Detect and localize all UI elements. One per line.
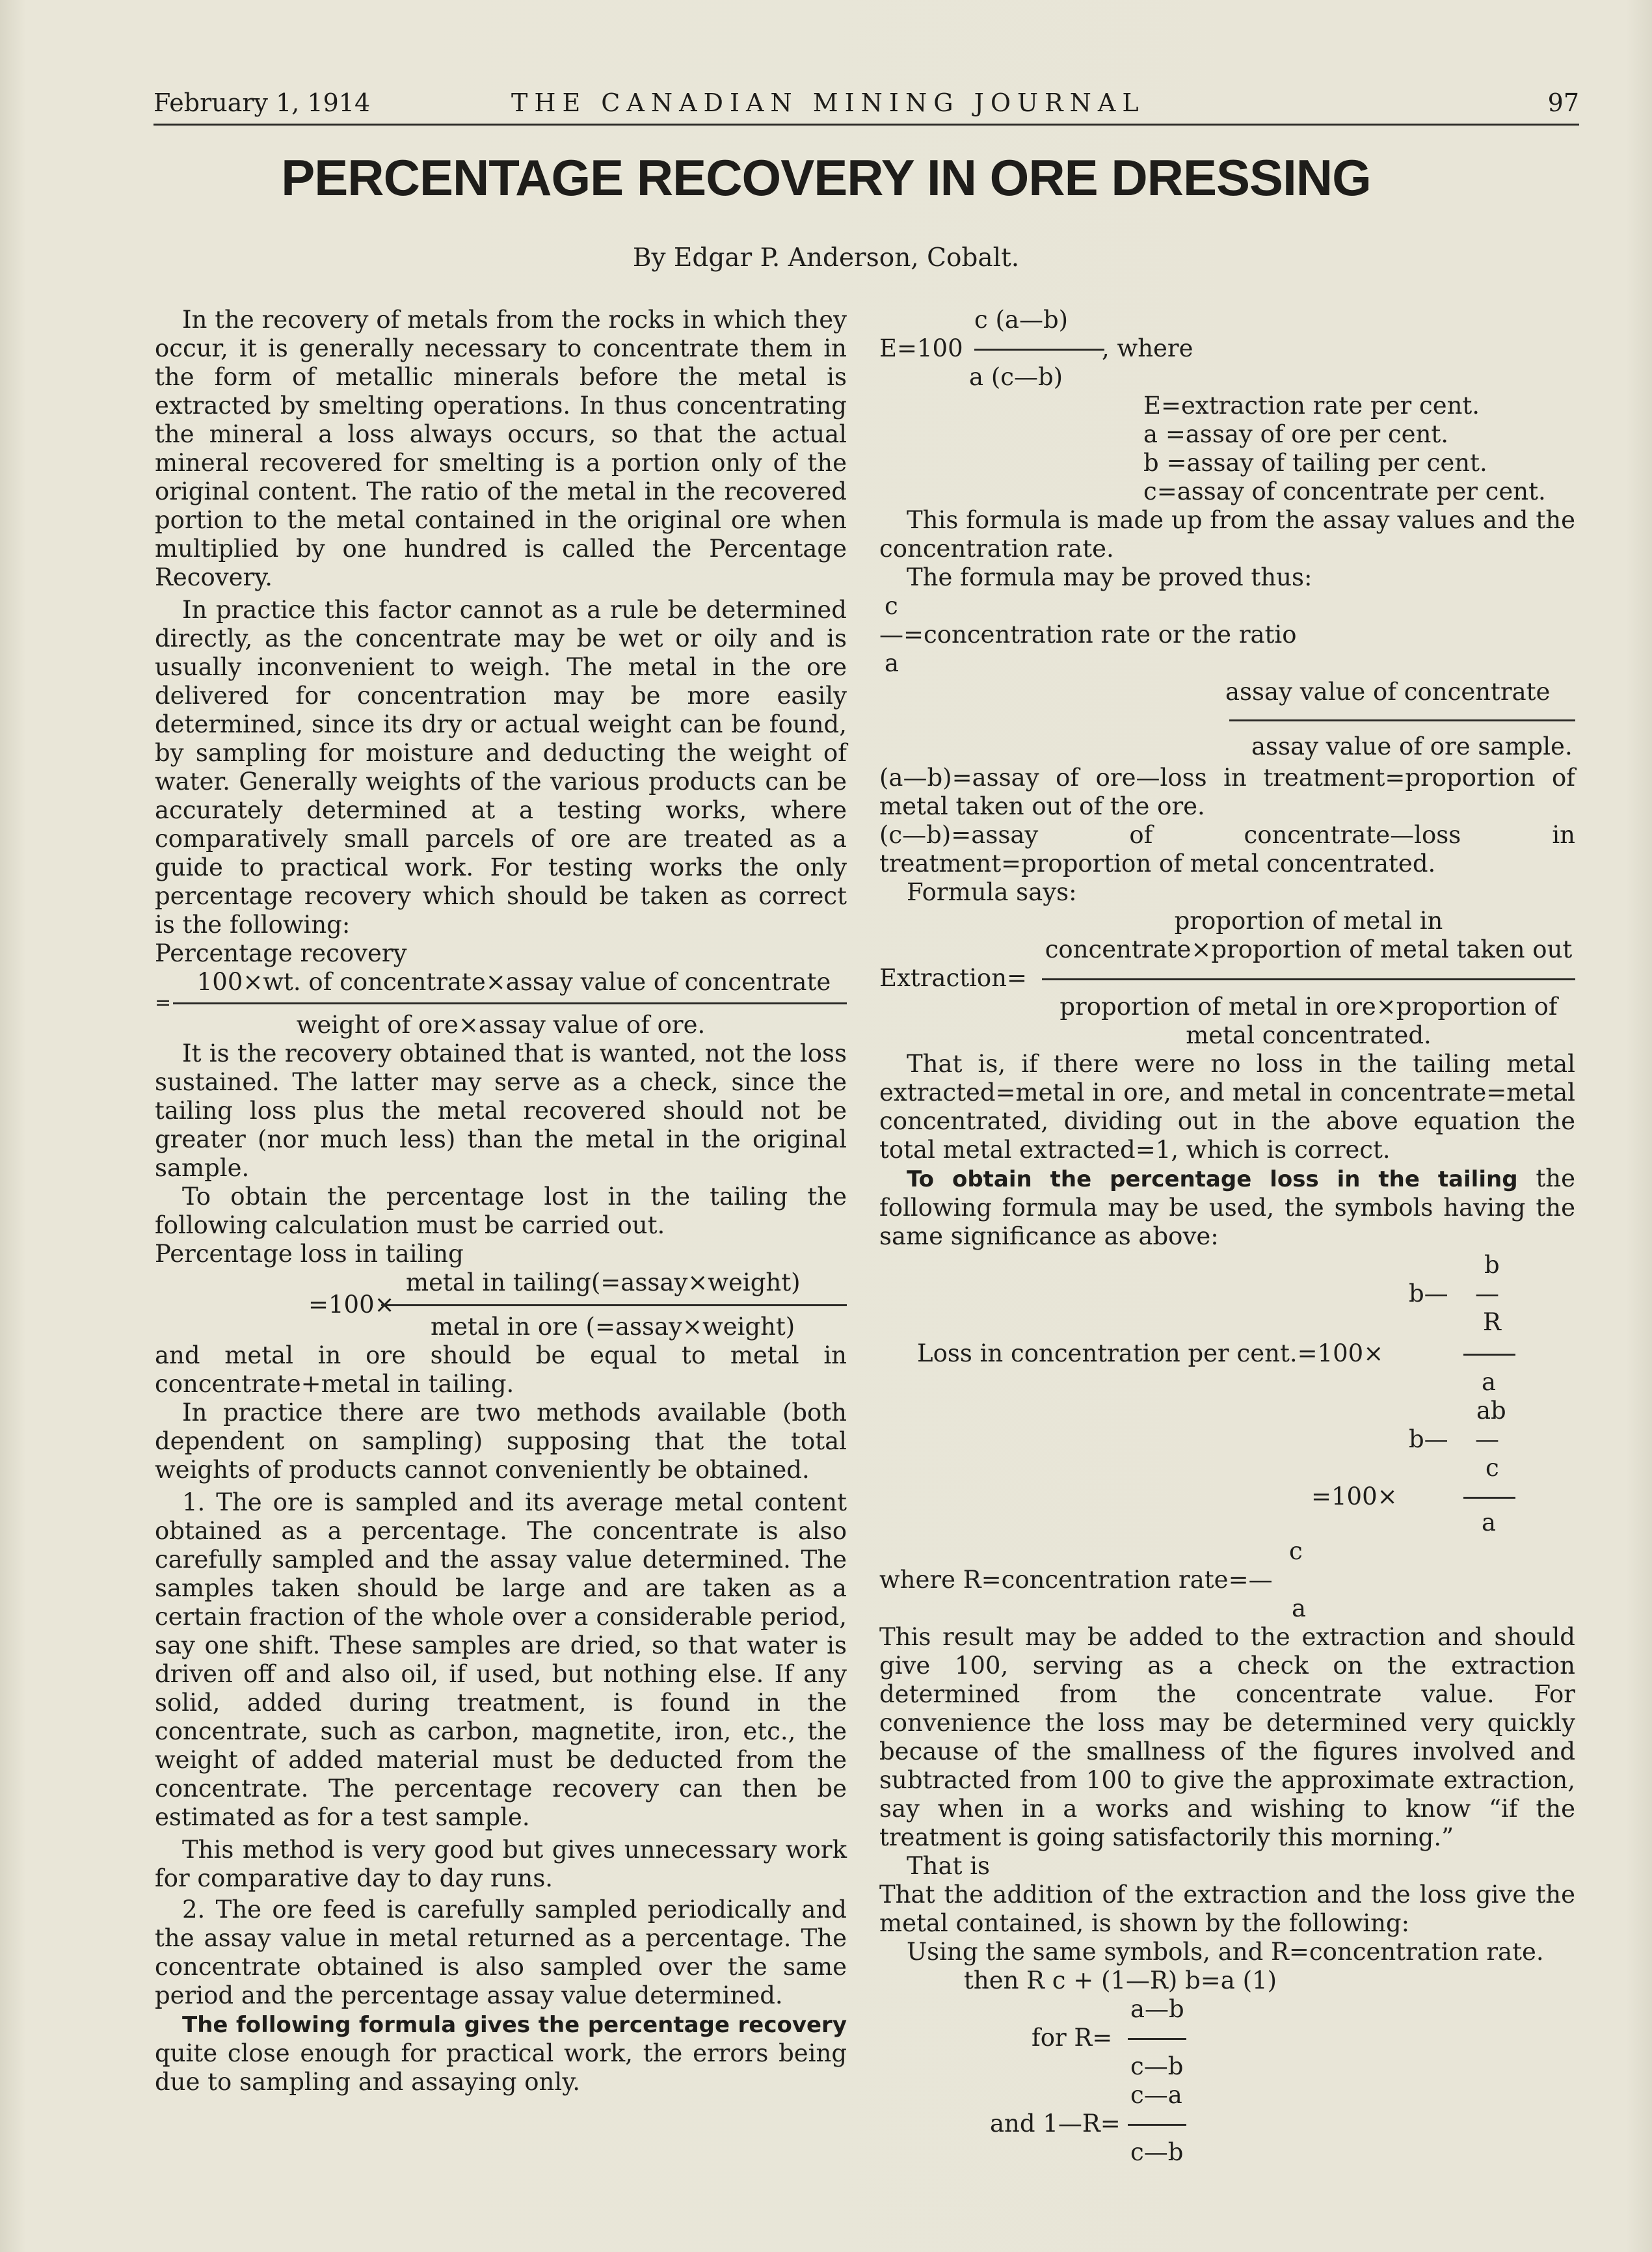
paragraph: 1. The ore is sampled and its average metal content obtained as a percentage. The concentrate is also carefully sampled and the assay value determined. The samples taken should be large and are taken as a certain fraction of the whole over a considerable period, say one shift. These samples are dried, so that water is driven off and also oil, if used, but nothing else. If any solid, added during treatment, is found in the concentrate, such as carbon, magnetite, iron, etc., the weight of added material must be deducted from the concentrate. The percentage recovery can then be estimated as for a test sample. <box>155 1488 847 1831</box>
paragraph: That the addition of the extraction and the loss give the metal contained, is shown by the following: <box>879 1881 1575 1937</box>
paragraph: It is the recovery obtained that is wanted, not the loss sustained. The latter may serve as a check, since the tailing loss plus the metal recovered should not be greater (nor much less) than the metal in the original sample. <box>155 1039 847 1182</box>
concentration-rate-definition: c where R=concentration rate=— a <box>879 1537 1307 1622</box>
fraction-bar <box>1463 1497 1515 1499</box>
formula-denominator: metal in ore (=assay×weight) <box>431 1313 795 1341</box>
journal-name: THE CANADIAN MINING JOURNAL <box>511 88 1145 117</box>
page-number: 97 <box>1547 88 1579 117</box>
fraction-bar <box>974 349 1104 351</box>
issue-date: February 1, 1914 <box>153 88 371 117</box>
loss-formula <box>155 1240 847 1341</box>
formula-numerator: metal in tailing(=assay×weight) <box>406 1268 801 1296</box>
formula-numerator: c (a—b) <box>974 306 1069 334</box>
paragraph: To obtain the percentage lost in the tailing the following calculation must be carried out. <box>155 1183 847 1239</box>
paragraph: 2. The ore feed is carefully sampled periodically and the assay value in metal returned as a percentage. The concentrate obtained is also sampled over the same period and the percentage assay value determined. <box>155 1896 847 2009</box>
fraction-bar <box>1229 719 1575 721</box>
paragraph: The formula may be proved thus: <box>907 563 1312 591</box>
formula-label: Percentage loss in tailing <box>155 1240 464 1268</box>
fraction-bar <box>381 1304 847 1306</box>
paragraph: This method is very good but gives unnecessary work for comparative day to day runs. <box>155 1836 847 1892</box>
left-column <box>155 306 847 2097</box>
extraction-formula <box>879 306 1575 392</box>
formula-numerator: proportion of metal in concentrate×proportion of metal taken out <box>1045 907 1573 963</box>
paragraph: Using the same symbols, and R=concentration rate. <box>907 1938 1544 1966</box>
paragraph: and metal in ore should be equal to metal in concentrate+metal in tailing. <box>155 1341 847 1398</box>
paragraph: (a—b)=assay of ore—loss in treatment=proportion of metal taken out of the ore. <box>879 764 1575 820</box>
paragraph: Formula says: <box>907 878 1077 906</box>
paragraph: This formula is made up from the assay values and the concentration rate. <box>879 506 1575 563</box>
formula-lhs: Extraction= <box>879 964 1028 992</box>
formula-where: , where <box>1102 334 1193 362</box>
symbol-definitions <box>879 392 1575 506</box>
formula-equals: =100× <box>308 1291 395 1319</box>
formula-numerator: assay value of concentrate <box>1225 678 1551 706</box>
concentration-ratio: c —=concentration rate or the ratio a <box>879 592 1297 677</box>
definition: b =assay of tailing per cent. <box>1143 449 1487 477</box>
recovery-proof-equations: then R c + (1—R) b=a (1) a—b for R= c—b c—a and 1—R= <box>964 1966 1277 2138</box>
byline: By Edgar P. Anderson, Cobalt. <box>632 243 1020 273</box>
formula-denominator: proportion of metal in ore×proportion of metal concentrated. <box>1059 993 1558 1049</box>
paragraph: In practice there are two methods available (both dependent on sampling) supposing that the total weights of products cannot conveniently be obtained. <box>155 1399 847 1484</box>
recovery-formula <box>155 939 847 1039</box>
right-column: c (a—b) E=100 , where a (c—b) E=extraction rate per cent. a =assay of ore per cent. b =assay of tailing per cent. c=assay of concentrate per cent. This formula is made up from the assay values and the concentration rate. The formula may be proved thus: c —=concentration rate or the ratio a assay value of concentrate assay value of ore sample. (a—b)=assay of ore—loss in treatment=proportion of metal taken out of the ore. (c—b)=assay of concentrate—loss in treatment=proportion of metal concentrated. Formula says: proportion of metal in concentrate×proportion of metal taken out Extraction= proportion of metal in ore×proportion of metal concentrated. That is, if there were no loss in the tailing metal extracted=metal in ore, and metal in concentrate=metal concentrated, dividing out in the above equation the total metal extracted=1, which is correct. To obtain the percentage loss in the tailing the following formula may be used, the symbols having the same significance as above: b b— — R Loss in concentration per cent.=100× a ab b— — c =100× a c where R=concentration rate=— a This result may be added to the extraction and should give 100, serving as a check on the extraction determined from the concentrate value. For convenience the loss may be determined very quickly because of the smallness of the figures involved and subtracted from 100 to give the approximate extraction, say when in a works and wishing to know “if the treatment is going satisfactorily this morning.” That is That the addition of the extraction and the loss give the metal contained, is shown by the following: Using the same symbols, and R=concentration rate. then R c + (1—R) b=a (1) a—b for R= c—b c—a and 1—R= c—b <box>879 306 1575 2166</box>
definition: a =assay of ore per cent. <box>1143 420 1449 448</box>
definition: c=assay of concentrate per cent. <box>1143 477 1546 505</box>
fraction-bar <box>1128 2124 1186 2126</box>
formula-denominator: weight of ore×assay value of ore. <box>296 1011 706 1039</box>
paragraph: In practice this factor cannot as a rule be determined directly, as the concentrate may be wet or oily and is usually inconvenient to weigh. The metal in the ore delivered for concentration may be more easily determined, since its dry or actual weight can be found, by sampling for moisture and deducting the weight of water. Generally weights of the various products can be accurately determined at a testing works, where comparatively small parcels of ore are treated as a guide to practical work. For testing works the only percentage recovery which should be taken as correct is the following: <box>155 596 847 939</box>
paragraph: In the recovery of metals from the rocks in which they occur, it is generally necessary to concentrate them in the form of metallic minerals before the metal is extracted by smelting operations. In thus concentrating the mineral a loss always occurs, so that the actual mineral recovered for smelting is a portion only of the original content. The ratio of the metal in the recovered portion to the metal contained in the original ore when multiplied by one hundred is called the Percentage Recovery. <box>155 306 847 591</box>
header-rule <box>153 124 1579 126</box>
fraction-bar <box>1128 2038 1186 2040</box>
formula-denominator: assay value of ore sample. <box>1251 732 1573 760</box>
formula-lhs: E=100 <box>879 334 963 362</box>
article-title: PERCENTAGE RECOVERY IN ORE DRESSING <box>281 149 1371 206</box>
fraction-bar <box>1463 1354 1515 1356</box>
formula-equals: = <box>155 991 172 1014</box>
ratio-fraction <box>879 678 1575 764</box>
fraction-bar <box>1042 978 1575 980</box>
paragraph: The following formula gives the percentage recovery quite close enough for practical work, the errors being due to sampling and assaying only. <box>155 2012 847 2096</box>
formula-numerator: 100×wt. of concentrate×assay value of concentrate <box>196 968 831 996</box>
formula-label: Percentage recovery <box>155 939 407 967</box>
definition: E=extraction rate per cent. <box>1143 392 1480 420</box>
loss-concentration-formula: b b— — R Loss in concentration per cent.=100× a ab b— — c =100× a <box>879 1251 1575 1537</box>
formula-lhs: Loss in concentration per cent.=100× <box>917 1339 1384 1367</box>
bold-lead: The following formula gives the percentage recovery <box>182 2012 847 2038</box>
paragraph: This result may be added to the extraction and should give 100, serving as a check on the extraction determined from the concentrate value. For convenience the loss may be determined very quickly because of the smallness of the figures involved and subtracted from 100 to give the approximate extraction, say when in a works and wishing to know “if the treatment is going satisfactorily this morning.” <box>879 1623 1575 1851</box>
formula-denominator: a (c—b) <box>969 363 1063 391</box>
fraction-bar <box>173 1002 847 1004</box>
extraction-proof-formula <box>879 907 1575 1050</box>
paragraph: That is, if there were no loss in the tailing metal extracted=metal in ore, and metal in concentrate=metal concentrated, dividing out in the above equation the total metal extracted=1, which is correct. <box>879 1050 1575 1164</box>
paragraph: To obtain the percentage loss in the tailing the following formula may be used, the symbols having the same significance as above: <box>879 1164 1575 1250</box>
paragraph: (c—b)=assay of concentrate—loss in treatment=proportion of metal concentrated. <box>879 821 1575 878</box>
running-header <box>153 86 1579 122</box>
bold-lead: To obtain the percentage loss in the tailing <box>907 1166 1518 1192</box>
equation: then R c + (1—R) b=a (1) <box>964 1966 1277 1994</box>
paragraph: That is <box>907 1852 991 1880</box>
